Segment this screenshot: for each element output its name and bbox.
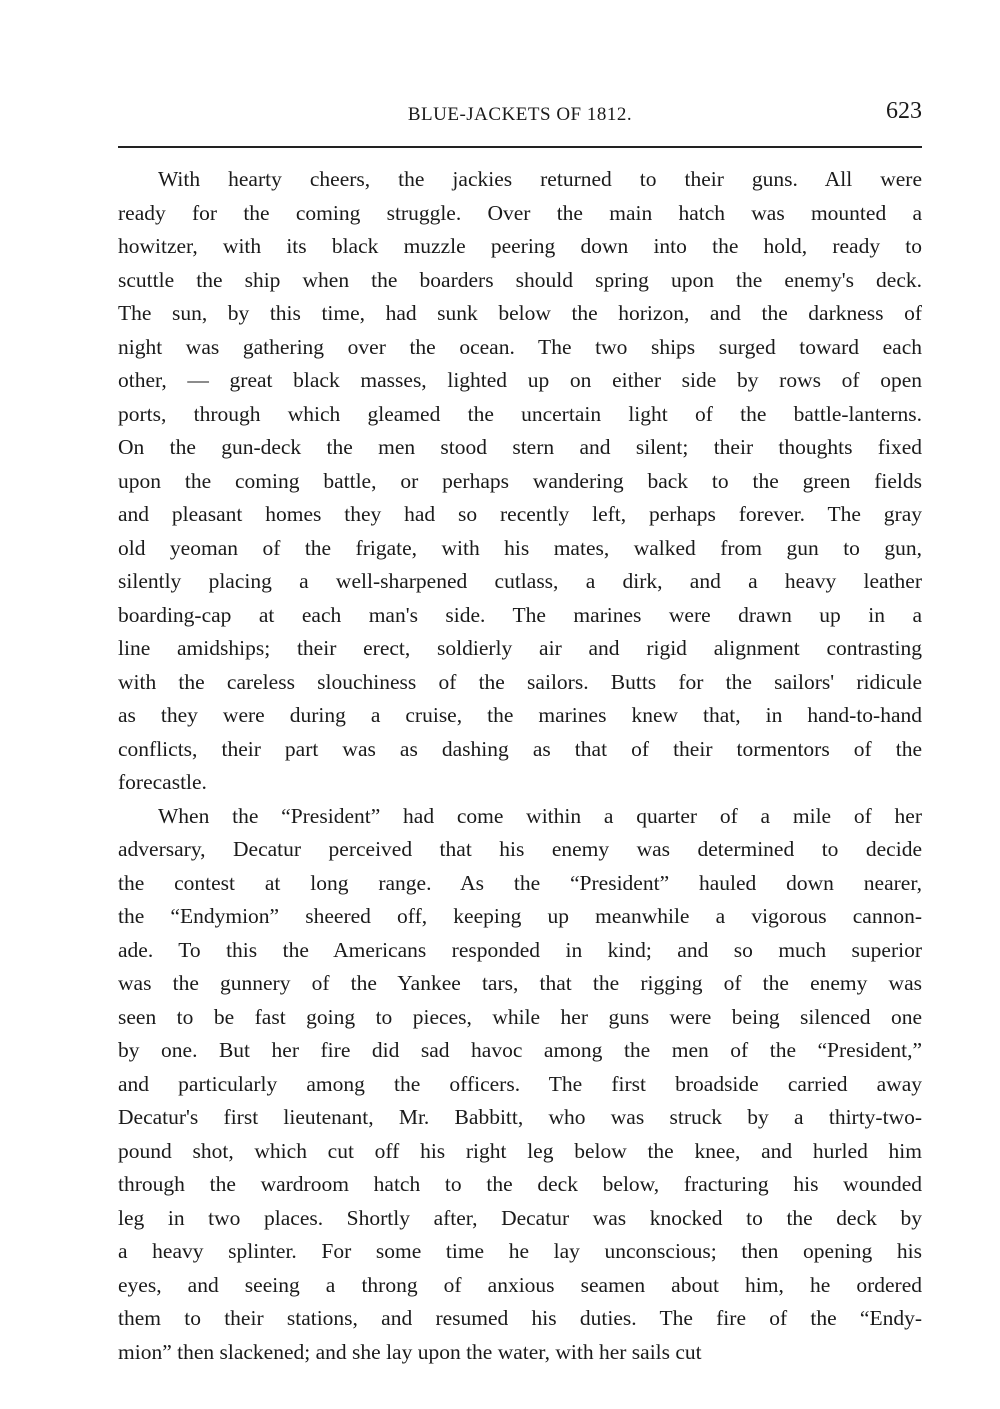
page-body — [118, 163, 922, 1369]
text-line: was the gunnery of the Yankee tars, that the rigging of the enemy was — [118, 971, 922, 995]
text-line: On the gun-deck the men stood stern and silent; their thoughts fixed — [118, 435, 922, 459]
text-line: them to their stations, and resumed his duties. The fire of the “Endy- — [118, 1306, 922, 1330]
text-line: with the careless slouchiness of the sailors. Butts for the sailors' ridicule — [118, 669, 922, 694]
text-line: ade. To this the Americans responded in kind; and so much superior — [118, 937, 922, 962]
text-line: mion” then slackened; and she lay upon the water, with her sails cut — [118, 1339, 702, 1364]
text-line: as they were during a cruise, the marines knew that, in hand-to-hand — [118, 703, 922, 727]
page-number: 623 — [886, 98, 922, 124]
text-line: upon the coming battle, or perhaps wandering back to the green fields — [118, 468, 922, 493]
text-line: night was gathering over the ocean. The two ships surged toward each — [118, 334, 922, 359]
running-title: BLUE-JACKETS OF 1812. — [407, 104, 633, 125]
text-line: the “Endymion” sheered off, keeping up meanwhile a vigorous cannon- — [118, 904, 922, 928]
text-line: seen to be fast going to pieces, while her guns were being silenced one — [118, 1004, 922, 1029]
page-header — [118, 92, 922, 132]
text-line: boarding-cap at each man's side. The marines were drawn up in a — [118, 602, 922, 627]
text-line: other, — great black masses, lighted up on either side by rows of open — [118, 368, 922, 392]
text-line: When the “President” had come within a quarter of a mile of her — [158, 803, 922, 828]
text-line: The sun, by this time, had sunk below the horizon, and the darkness of — [118, 301, 922, 325]
text-line: howitzer, with its black muzzle peering down into the hold, ready to — [118, 234, 922, 258]
text-line: by one. But her fire did sad havoc among the men of the “President,” — [118, 1038, 922, 1062]
text-line: and particularly among the officers. The first broadside carried away — [118, 1071, 922, 1096]
text-line: old yeoman of the frigate, with his mates, walked from gun to gun, — [118, 535, 922, 560]
paragraph — [118, 163, 922, 800]
text-line: scuttle the ship when the boarders should spring upon the enemy's deck. — [118, 267, 922, 292]
text-line: and pleasant homes they had so recently left, perhaps forever. The gray — [118, 502, 922, 526]
text-line: through the wardroom hatch to the deck below, fracturing his wounded — [118, 1172, 922, 1196]
text-line: leg in two places. Shortly after, Decatur was knocked to the deck by — [118, 1205, 922, 1230]
text-line: line amidships; their erect, soldierly air and rigid alignment contrasting — [118, 636, 922, 660]
text-line: pound shot, which cut off his right leg below the knee, and hurled him — [118, 1138, 922, 1163]
text-line: Decatur's first lieutenant, Mr. Babbitt, who was struck by a thirty-two- — [118, 1105, 922, 1129]
paragraph — [118, 800, 922, 1370]
text-line: forecastle. — [118, 770, 207, 794]
text-line: eyes, and seeing a throng of anxious seamen about him, he ordered — [118, 1272, 922, 1297]
text-line: conflicts, their part was as dashing as that of their tormentors of the — [118, 736, 922, 761]
text-line: With hearty cheers, the jackies returned to their guns. All were — [158, 167, 922, 191]
text-line: silently placing a well-sharpened cutlass, a dirk, and a heavy leather — [118, 569, 922, 593]
text-line: the contest at long range. As the “President” hauled down nearer, — [118, 870, 922, 895]
header-rule — [118, 146, 922, 148]
text-line: ports, through which gleamed the uncertain light of the battle-lanterns. — [118, 401, 922, 426]
text-line: adversary, Decatur perceived that his enemy was determined to decide — [118, 837, 922, 861]
text-line: ready for the coming struggle. Over the main hatch was mounted a — [118, 200, 922, 225]
text-line: a heavy splinter. For some time he lay unconscious; then opening his — [118, 1239, 922, 1263]
